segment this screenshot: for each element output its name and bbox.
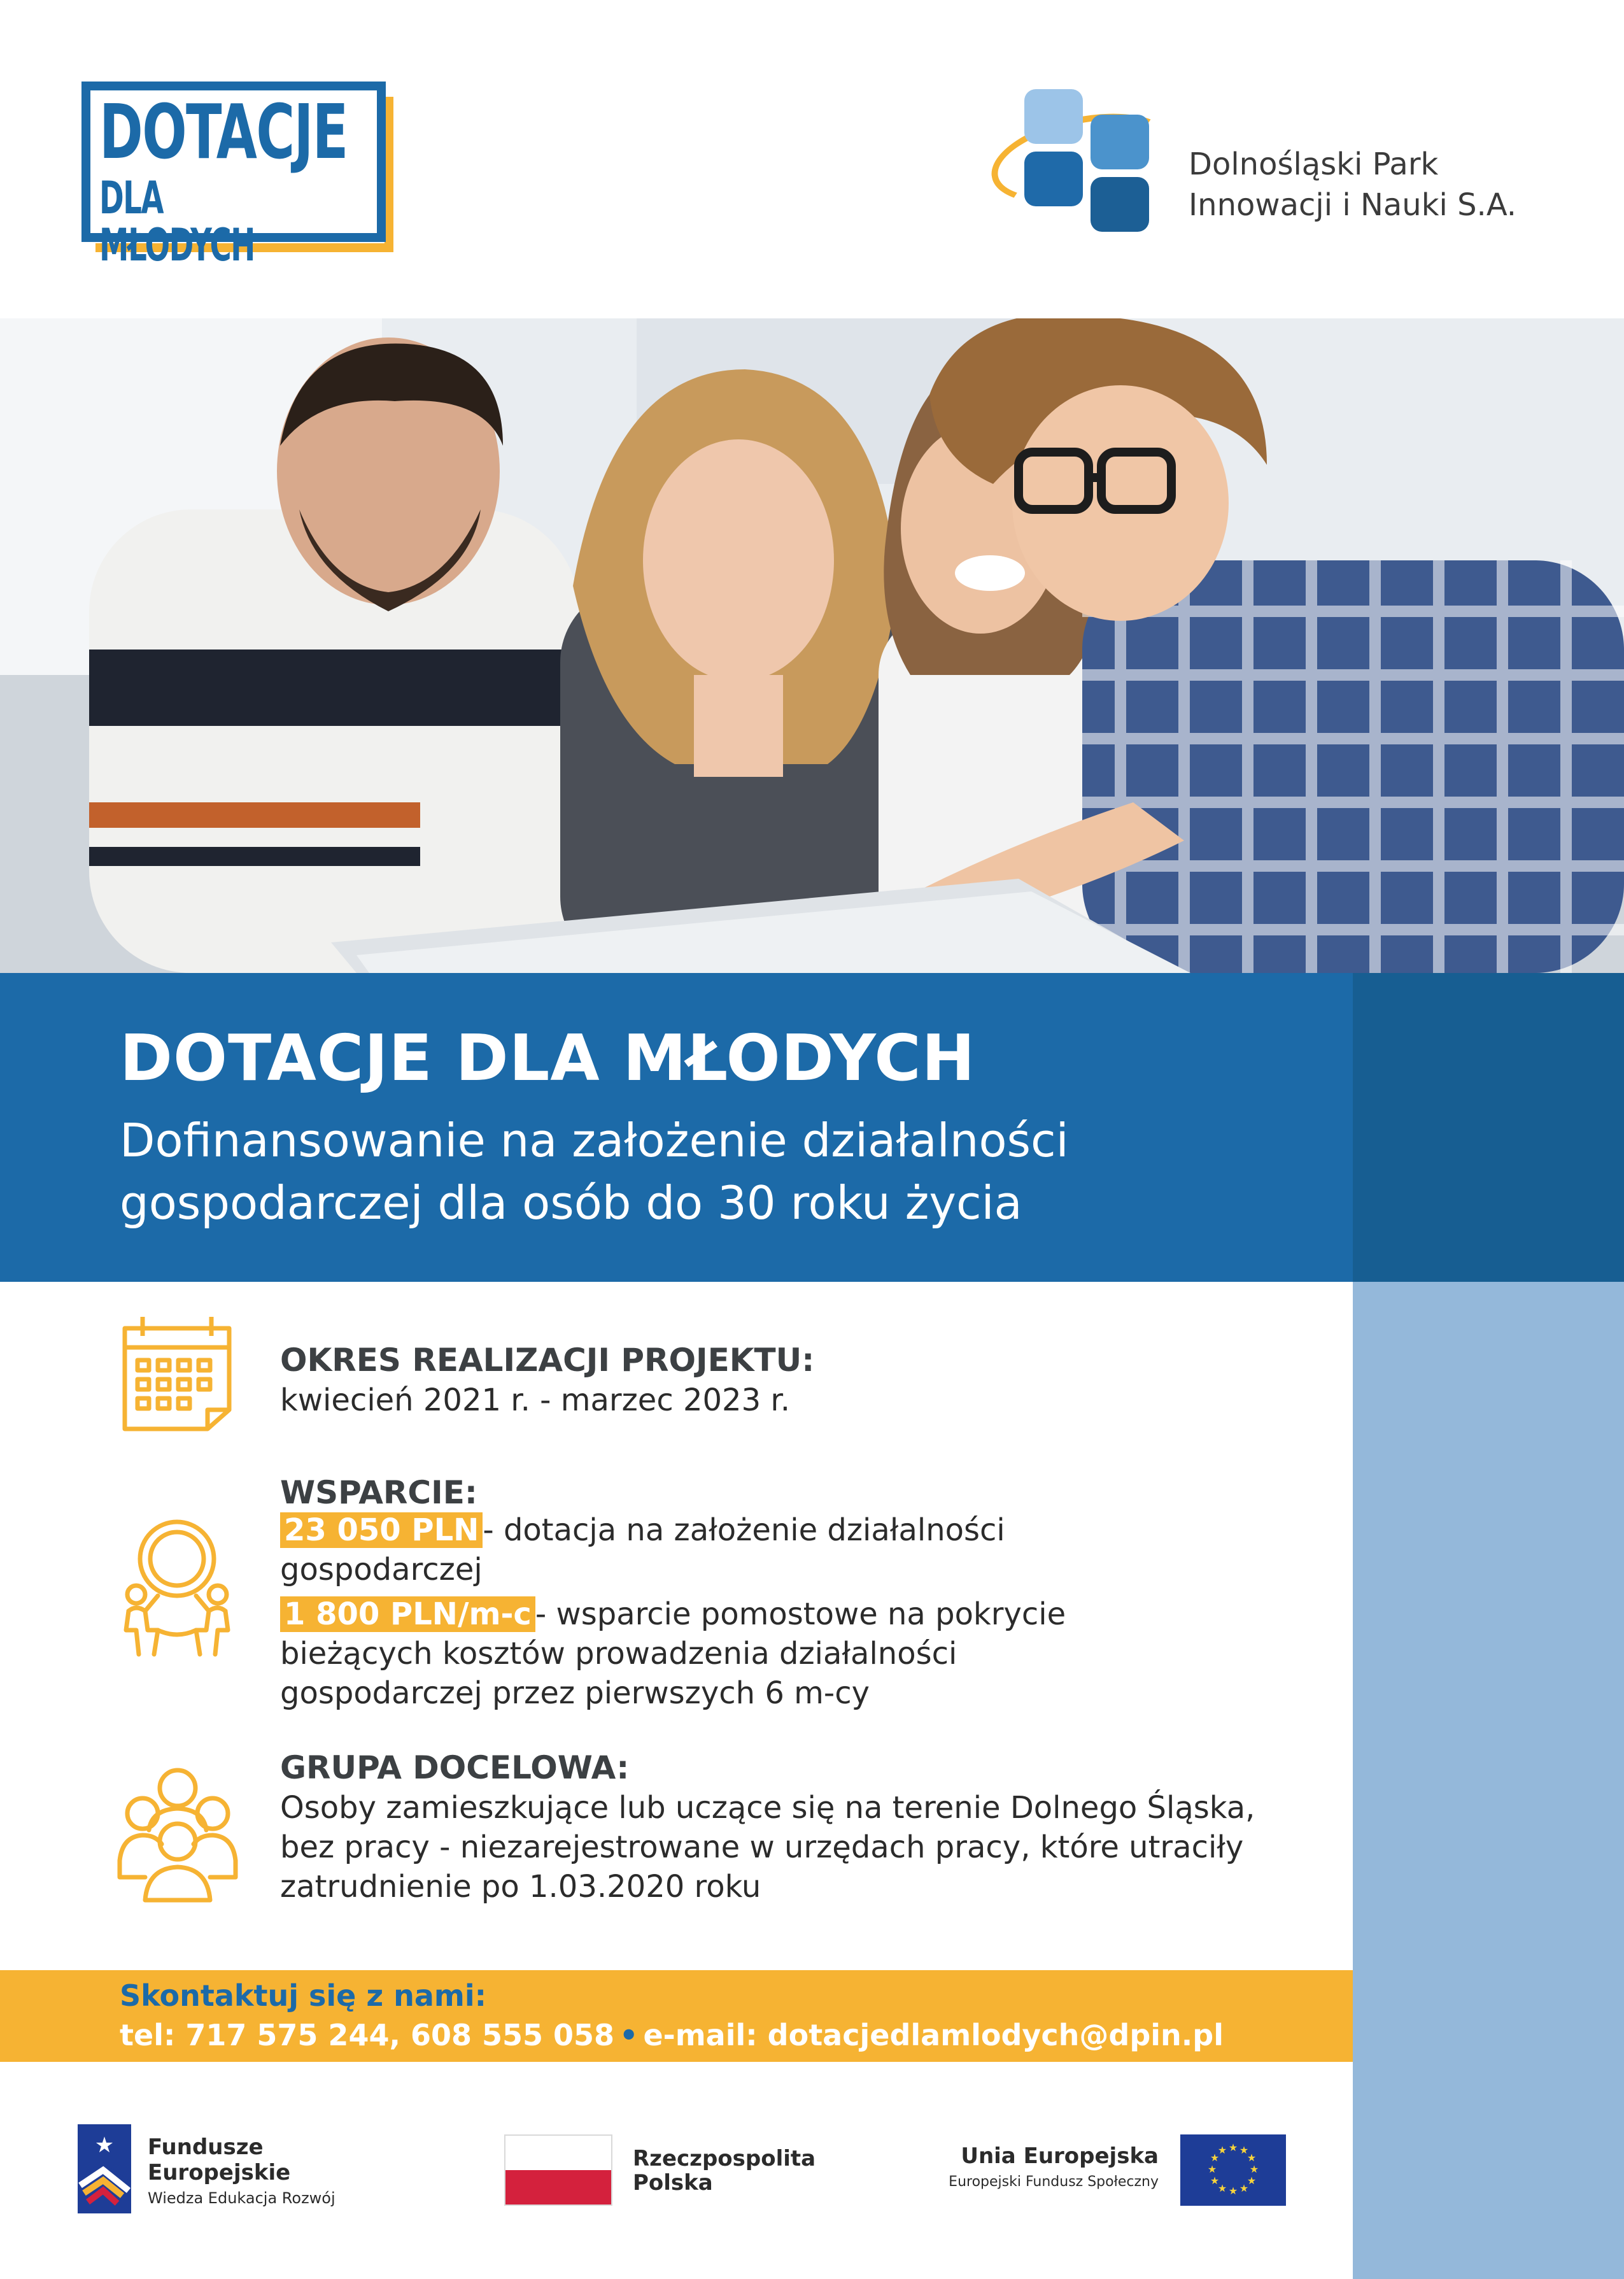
rzeczpospolita-polska-logo	[504, 2134, 835, 2211]
contact-email[interactable]: e-mail: dotacjedlamlodych@dpin.pl	[643, 2018, 1224, 2052]
fe-line-2: Europejskie	[148, 2160, 291, 2185]
ue-line-1: Unia Europejska	[961, 2143, 1159, 2169]
target-title: GRUPA DOCELOWA:	[280, 1749, 630, 1786]
grant-amount-highlight: 23 050 PLN	[280, 1512, 483, 1548]
svg-text:★: ★	[1246, 2152, 1257, 2164]
support-item-1-text: - dotacja na założenie działalności	[483, 1512, 1005, 1548]
svg-text:★: ★	[1217, 2182, 1227, 2194]
svg-text:★: ★	[1246, 2175, 1257, 2187]
fundusze-europejskie-icon	[78, 2124, 131, 2213]
svg-text:★: ★	[1228, 2141, 1238, 2154]
dpin-logo-square	[1091, 115, 1149, 169]
support-item-2-text: - wsparcie pomostowe na pokrycie	[535, 1596, 1066, 1632]
period-title: OKRES REALIZACJI PROJEKTU:	[280, 1342, 815, 1379]
eu-stars-icon	[1180, 2134, 1286, 2206]
svg-text:★: ★	[1210, 2152, 1220, 2164]
dpin-name-line-2: Innowacji i Nauki S.A.	[1189, 187, 1517, 223]
fe-line-1: Fundusze	[148, 2134, 264, 2160]
svg-text:★: ★	[1210, 2175, 1220, 2187]
hero-photo-illustration	[0, 318, 1624, 973]
fundusze-europejskie-logo	[78, 2124, 434, 2220]
unia-europejska-logo	[936, 2134, 1286, 2211]
logo-line-1: DOTACJE	[99, 88, 348, 176]
ue-line-2: Europejski Fundusz Społeczny	[949, 2174, 1159, 2190]
title-band	[0, 973, 1353, 1282]
support-item-2-line-3: gospodarczej przez pierwszych 6 m-cy	[280, 1675, 870, 1711]
contact-bar	[0, 1970, 1353, 2062]
contact-details	[120, 2016, 1224, 2054]
group-people-icon	[116, 1765, 239, 1903]
bridge-amount-highlight: 1 800 PLN/m-c	[280, 1596, 535, 1632]
rp-line-2: Polska	[633, 2170, 713, 2196]
support-item-1	[280, 1510, 1005, 1550]
svg-text:★: ★	[1207, 2163, 1217, 2175]
main-title: DOTACJE DLA MŁODYCH	[120, 1021, 976, 1095]
eu-flag-icon	[1180, 2134, 1286, 2206]
dpin-logo-square	[1091, 177, 1149, 232]
subtitle-line-2: gospodarczej dla osób do 30 roku życia	[120, 1176, 1022, 1230]
contact-phone[interactable]: tel: 717 575 244, 608 555 058	[120, 2018, 615, 2052]
dpin-logo	[990, 89, 1563, 248]
rp-line-1: Rzeczpospolita	[633, 2146, 816, 2171]
money-support-icon	[120, 1518, 234, 1657]
polish-flag-icon	[504, 2134, 612, 2206]
svg-text:★: ★	[1239, 2144, 1249, 2156]
main-subtitle	[120, 1109, 1297, 1234]
target-line-2: bez pracy - niezarejestrowane w urzędach pracy, które utraciły	[280, 1829, 1244, 1865]
hero-photo	[0, 318, 1624, 973]
svg-text:★: ★	[1239, 2182, 1249, 2194]
svg-text:★: ★	[1228, 2185, 1238, 2197]
dpin-logo-square	[1024, 152, 1083, 206]
target-line-3: zatrudnienie po 1.03.2020 roku	[280, 1869, 761, 1905]
dpin-name-line-1: Dolnośląski Park	[1189, 146, 1439, 182]
dpin-logo-square	[1024, 89, 1083, 144]
dpin-logo-name	[1189, 144, 1516, 225]
contact-heading: Skontaktuj się z nami:	[120, 1978, 487, 2013]
support-item-1-cont: gospodarczej	[280, 1552, 483, 1587]
contact-separator: •	[619, 2018, 639, 2052]
logo-line-2: DLA MŁODYCH	[99, 172, 255, 271]
svg-text:★: ★	[1217, 2144, 1227, 2156]
svg-text:★: ★	[94, 2133, 115, 2158]
period-text: kwiecień 2021 r. - marzec 2023 r.	[280, 1382, 790, 1418]
subtitle-line-1: Dofinansowanie na założenie działalności	[120, 1114, 1069, 1167]
target-line-1: Osoby zamieszkujące lub uczące się na terenie Dolnego Śląska,	[280, 1790, 1255, 1826]
fe-line-3: Wiedza Edukacja Rozwój	[148, 2189, 335, 2207]
support-item-2-line-2: bieżących kosztów prowadzenia działalności	[280, 1636, 957, 1672]
calendar-icon	[121, 1314, 233, 1433]
support-item-2	[280, 1594, 1066, 1634]
dotacje-dla-mlodych-logo	[81, 82, 393, 271]
right-decor-strip-dark	[1353, 973, 1624, 1282]
support-title: WSPARCIE:	[280, 1474, 477, 1511]
svg-text:★: ★	[1249, 2163, 1259, 2175]
